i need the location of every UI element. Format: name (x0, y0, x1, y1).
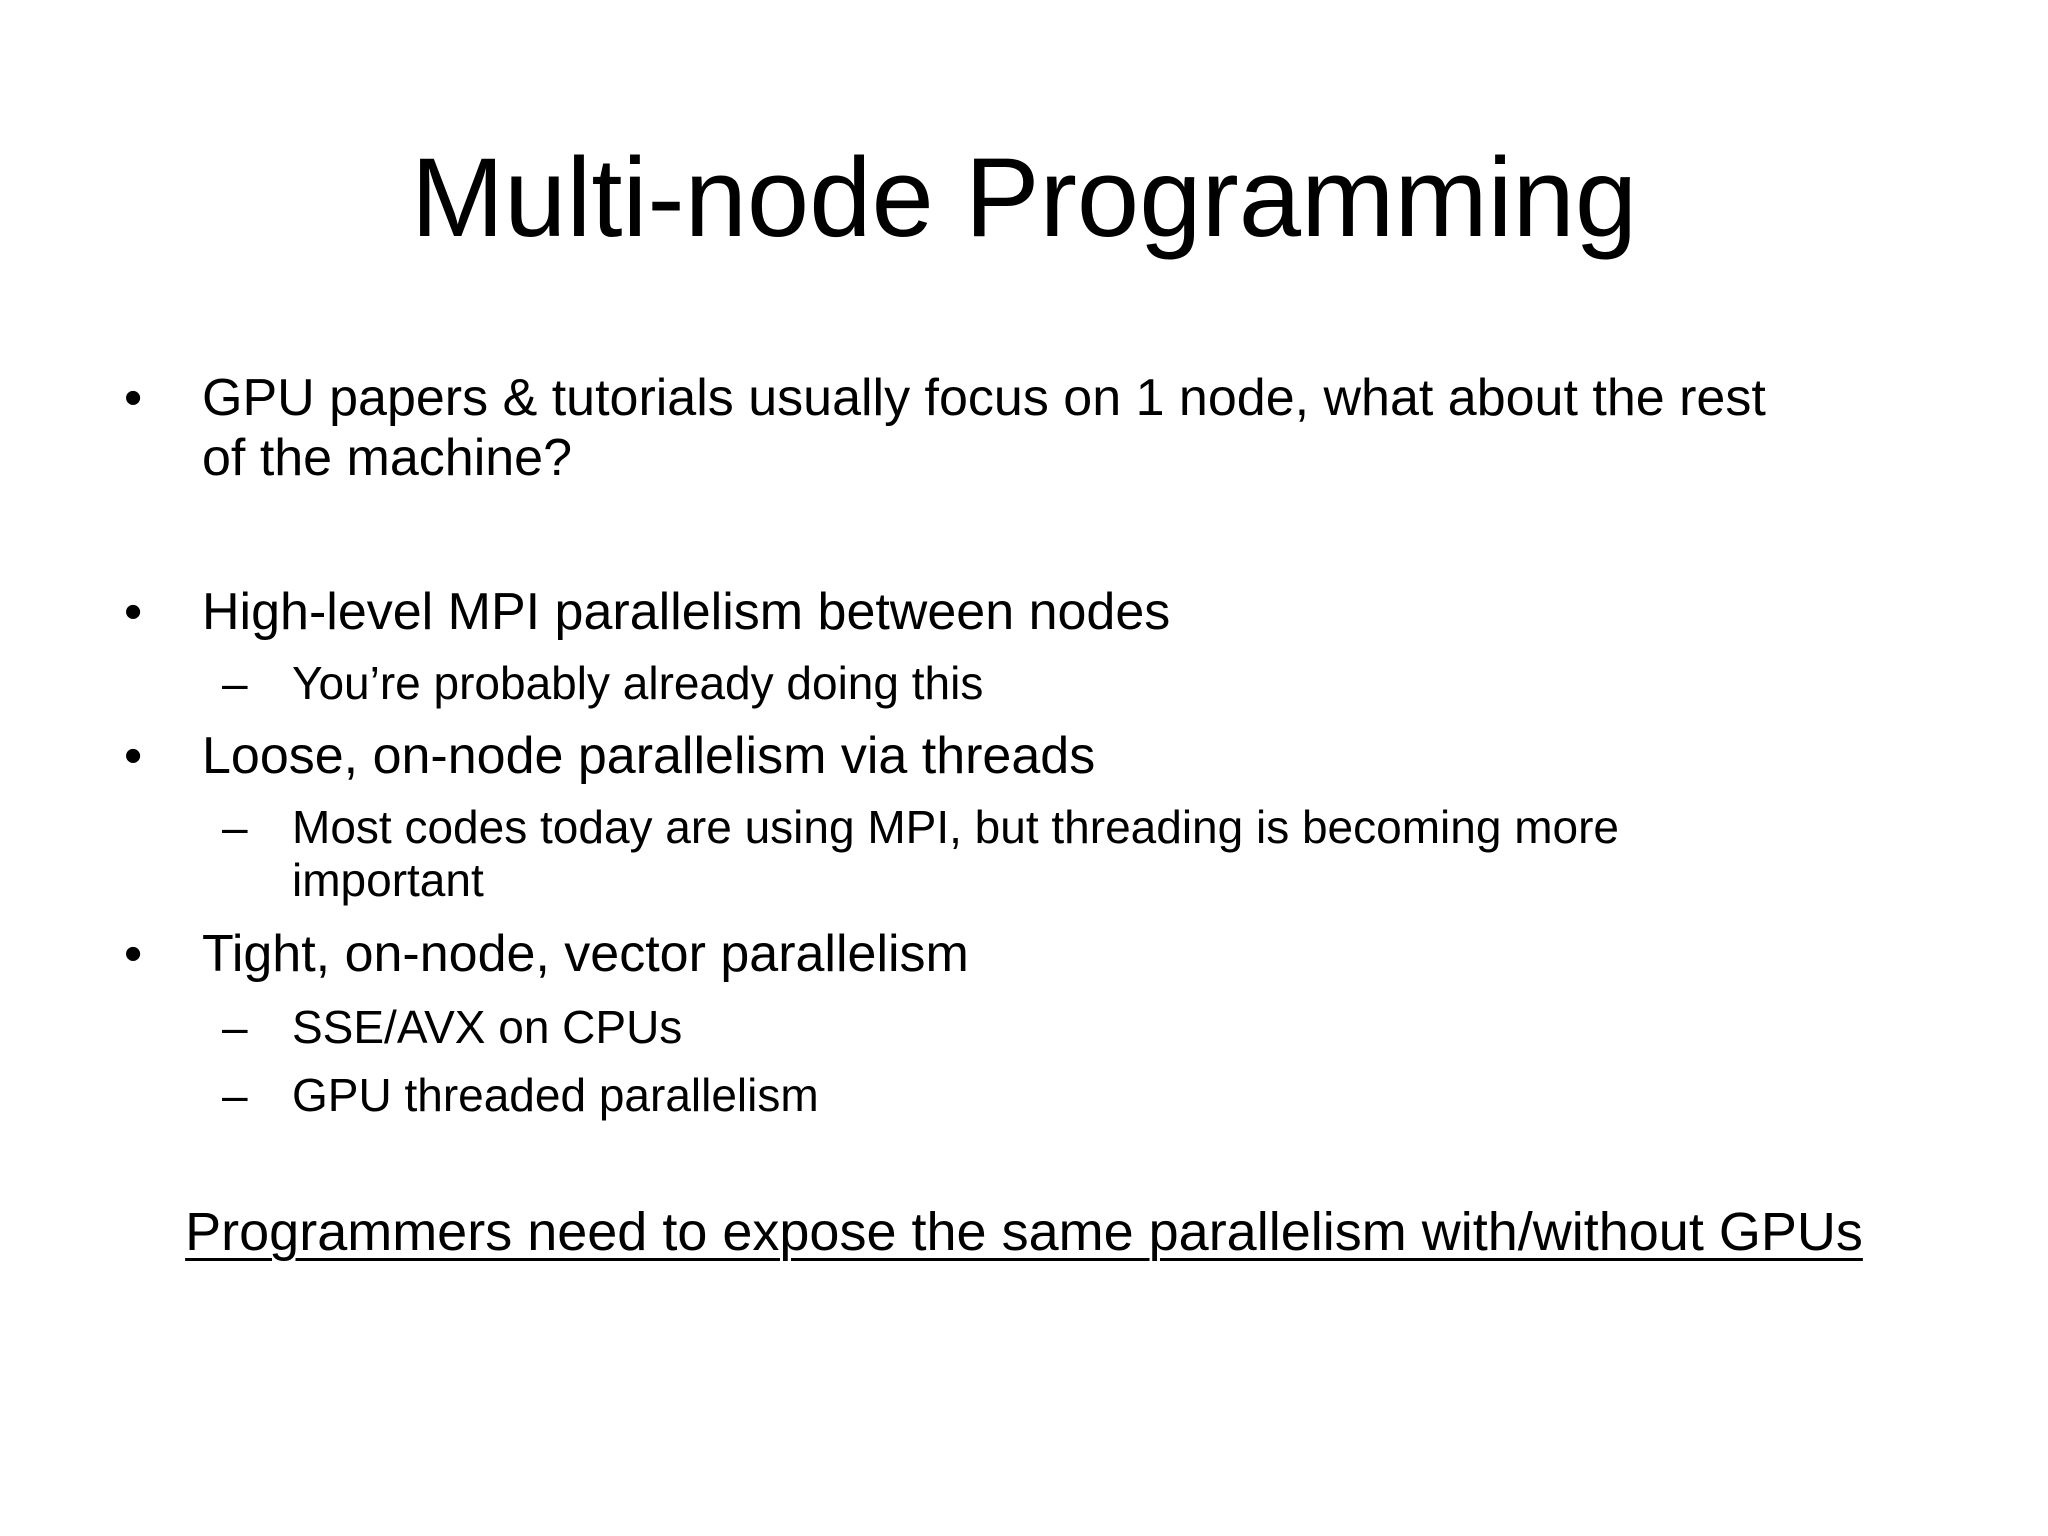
bullet-text-line: GPU papers & tutorials usually focus on 1 node, what about the rest (202, 369, 1766, 427)
bullet-marker: • (124, 925, 143, 983)
sub-bullet-text-line: important (292, 854, 484, 906)
bullet-marker: • (124, 583, 143, 641)
bullet-text-line: of the machine? (202, 429, 573, 487)
sub-bullet-marker: – (222, 1069, 248, 1121)
bullet-marker: • (124, 369, 143, 427)
sub-bullet-text-line: GPU threaded parallelism (292, 1069, 819, 1121)
bullet-text-line: Tight, on-node, vector parallelism (202, 925, 969, 983)
sub-bullet-text-line: Most codes today are using MPI, but threading is becoming more (292, 801, 1620, 853)
sub-bullet-marker: – (222, 1001, 248, 1053)
bullet-text-line: Loose, on-node parallelism via threads (202, 727, 1096, 785)
bullet-text-line: High-level MPI parallelism between nodes (202, 583, 1171, 641)
slide-title: Multi-node Programming (410, 135, 1638, 260)
sub-bullet-text-line: SSE/AVX on CPUs (292, 1001, 683, 1053)
sub-bullet-text-line: You’re probably already doing this (292, 657, 984, 709)
bullet-marker: • (124, 727, 143, 785)
sub-bullet-marker: – (222, 801, 248, 853)
sub-bullet-marker: – (222, 657, 248, 709)
conclusion-statement: Programmers need to expose the same parallelism with/without GPUs (185, 1202, 1863, 1262)
